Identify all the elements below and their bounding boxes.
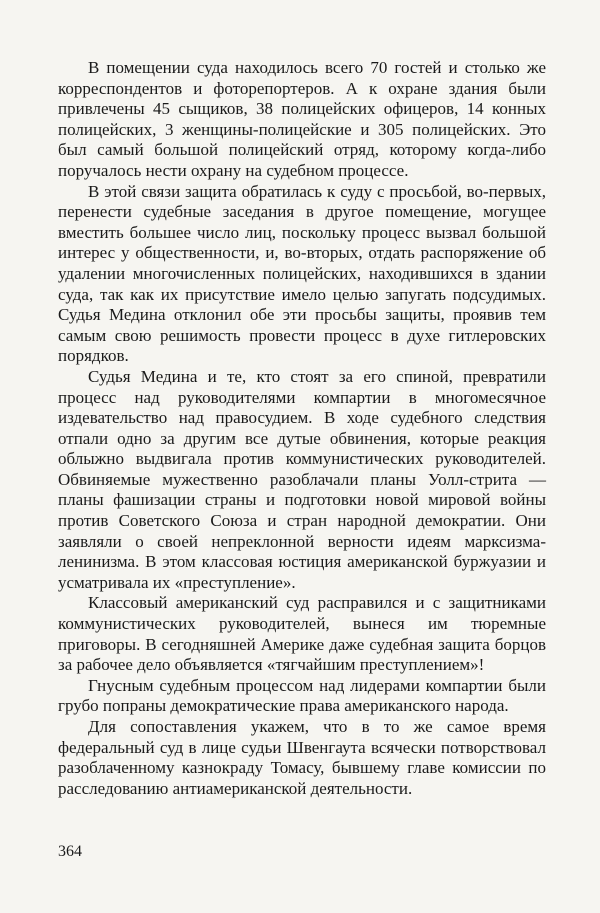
- paragraph-democratic-rights: Гнусным судебным процессом над лидерами компартии были грубо попраны демократические права американского народа.: [58, 675, 546, 716]
- paragraph-comparison: Для сопоставления укажем, что в то же самое время федеральный суд в лице судьи Швенгаута всячески потворствовал разоблаченному казнокраду Томасу, бывшему главе комиссии по расследованию антиамериканской деятельности.: [58, 717, 546, 798]
- page-body: [58, 58, 546, 799]
- paragraph-defense-request: В этой связи защита обратилась к суду с просьбой, во-первых, перенести судебные заседания в другое помещение, могущее вместить большее число лиц, поскольку процесс вызвал большой интерес у общественности, и, во-вторых, отдать распоряжение об удалении многочисленных полицейских, находившихся в здании суда, так как их присутствие имело целью запугать подсудимых. Судья Медина отклонил обе эти просьбы защиты, проявив тем самым свою решимость провести процесс в духе гитлеровских порядков.: [58, 181, 546, 366]
- paragraph-defense-lawyers: Классовый американский суд расправился и с защитниками коммунистических руководителей, вынеся им тюремные приговоры. В сегодняшней Америке даже судебная защита борцов за рабочее дело объявляется «тягчайшим преступлением»!: [58, 593, 546, 675]
- paragraph-judge-medina: Судья Медина и те, кто стоят за его спиной, превратили процесс над руководителями компартии в многомесячное издевательство над правосудием. В ходе судебного следствия отпали одно за другим все дутые обвинения, которые реакция облыжно выдвигала против коммунистических руководителей. Обвиняемые мужественно разоблачали планы Уолл-стрита — планы фашизации страны и подготовки новой мировой войны против Советского Союза и стран народной демократии. Они заявляли о своей непреклонной верности идеям марксизма-ленинизма. В этом классовая юстиция американской буржуазии и усматривала их «преступление».: [58, 366, 546, 592]
- page-number: 364: [58, 843, 82, 860]
- paragraph-courtroom-guards: В помещении суда находилось всего 70 гостей и столько же корреспондентов и фоторепортеров. А к охране здания были привлечены 45 сыщиков, 38 полицейских офицеров, 14 конных полицейских, 3 женщины-полицейские и 305 полицейских. Это был самый большой полицейский отряд, которому когда-либо поручалось нести охрану на судебном процессе.: [58, 58, 546, 180]
